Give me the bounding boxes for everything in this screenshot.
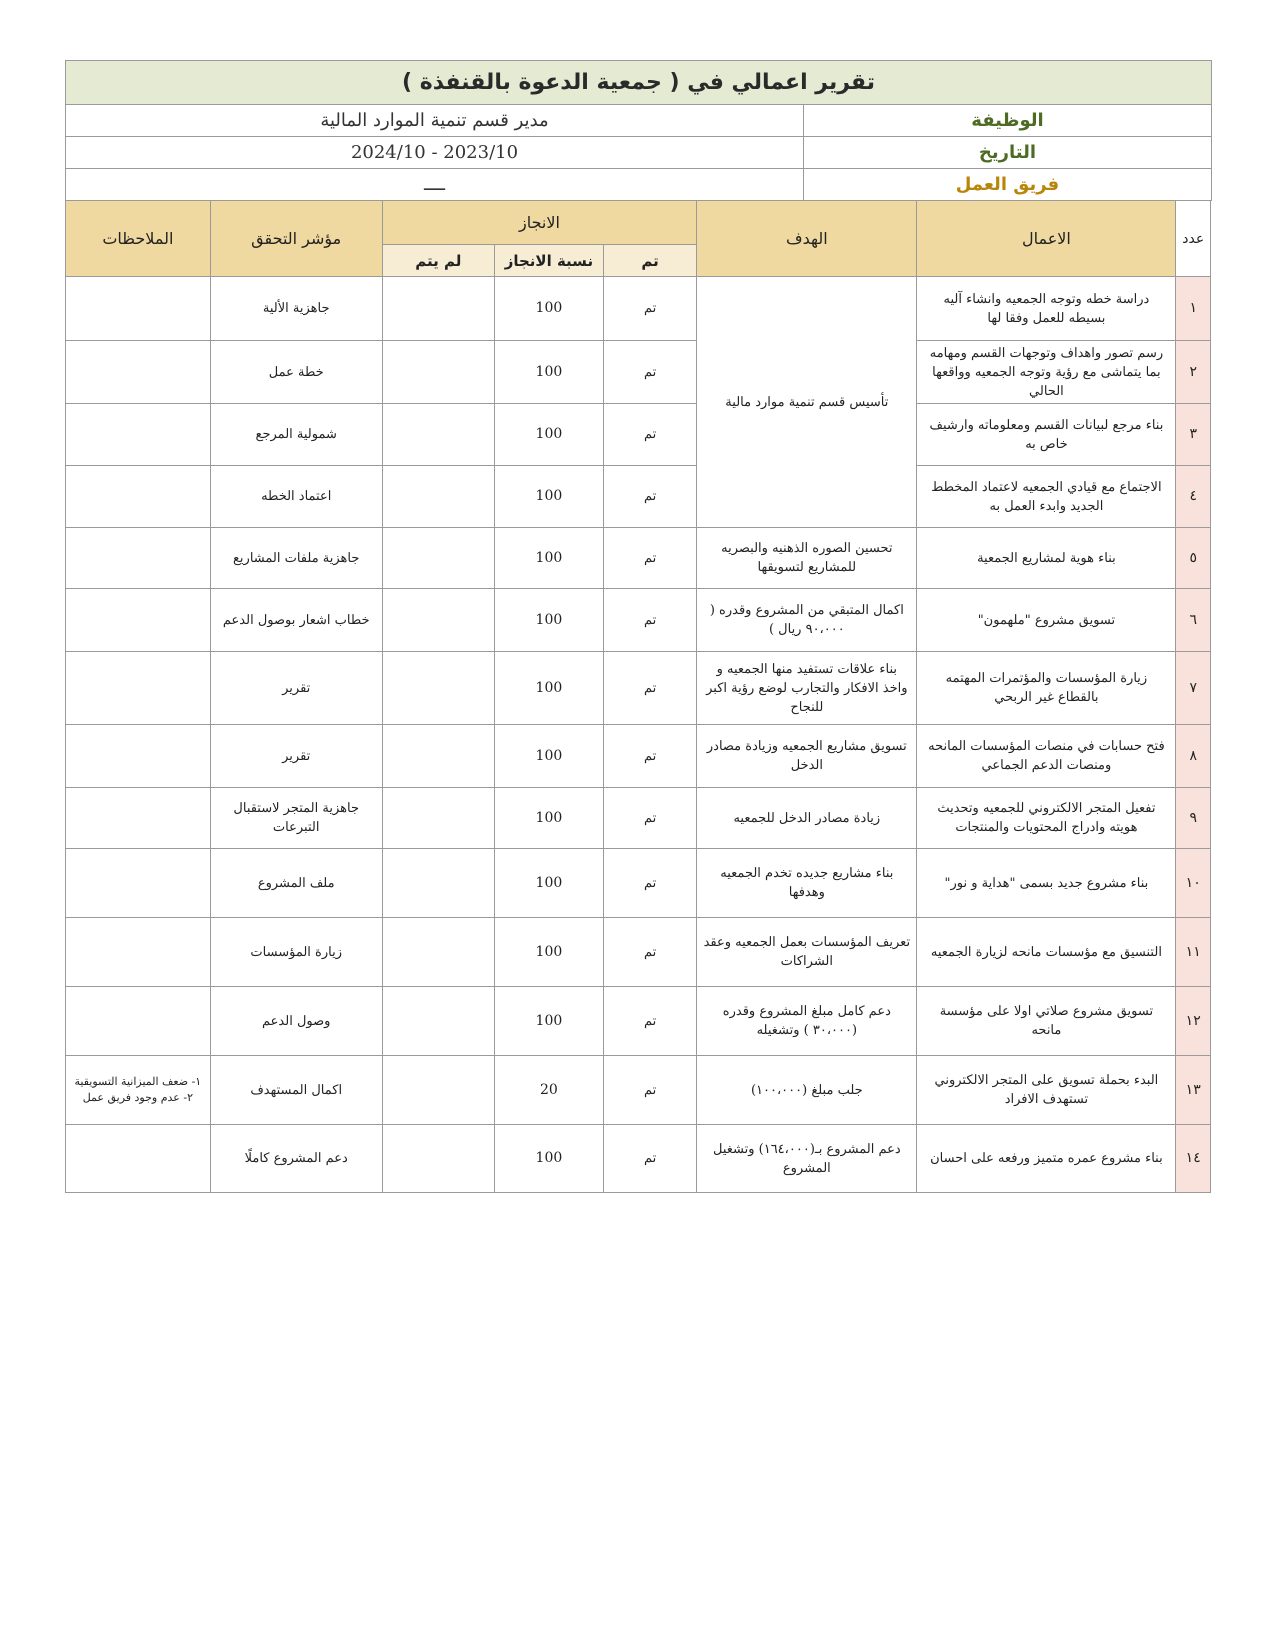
- row-indicator: زيارة المؤسسات: [210, 918, 382, 987]
- row-percent: 100: [494, 987, 603, 1056]
- row-notes: [66, 466, 211, 528]
- row-indicator: تقرير: [210, 725, 382, 788]
- row-goal: زيادة مصادر الدخل للجمعيه: [697, 788, 917, 849]
- row-notes: [66, 652, 211, 725]
- row-done: تم: [603, 725, 696, 788]
- row-index: ٤: [1176, 466, 1211, 528]
- row-percent: 100: [494, 918, 603, 987]
- row-notes: [66, 918, 211, 987]
- header-percent: نسبة الانجاز: [494, 245, 603, 277]
- row-index: ١٤: [1176, 1125, 1211, 1193]
- row-not-done: [382, 918, 494, 987]
- table-row: [66, 277, 1211, 341]
- row-task: فتح حسابات في منصات المؤسسات المانحه ومنصات الدعم الجماعي: [917, 725, 1176, 788]
- row-done: تم: [603, 849, 696, 918]
- row-done: تم: [603, 466, 696, 528]
- row-percent: 100: [494, 652, 603, 725]
- row-index: ٦: [1176, 589, 1211, 652]
- row-task: بناء مشروع عمره متميز ورفعه على احسان: [917, 1125, 1176, 1193]
- row-done: تم: [603, 987, 696, 1056]
- row-task: الاجتماع مع قيادي الجمعيه لاعتماد المخطط الجديد وابدء العمل به: [917, 466, 1176, 528]
- row-indicator: جاهزية الألية: [210, 277, 382, 341]
- row-done: تم: [603, 277, 696, 341]
- tasks-table: [65, 200, 1211, 1193]
- row-index: ١٣: [1176, 1056, 1211, 1125]
- row-not-done: [382, 277, 494, 341]
- row-goal: دعم المشروع بـ(١٦٤،٠٠٠) وتشغيل المشروع: [697, 1125, 917, 1193]
- row-goal: بناء علاقات تستفيد منها الجمعيه و واخذ الافكار والتجارب لوضع رؤية اكبر للنجاح: [697, 652, 917, 725]
- row-task: بناء هوية لمشاريع الجمعية: [917, 528, 1176, 589]
- row-done: تم: [603, 1125, 696, 1193]
- table-row: [66, 725, 1211, 788]
- row-not-done: [382, 1125, 494, 1193]
- tasks-table-body: [66, 277, 1211, 1193]
- row-done: تم: [603, 788, 696, 849]
- row-done: تم: [603, 1056, 696, 1125]
- row-notes: [66, 528, 211, 589]
- job-value: مدير قسم تنمية الموارد المالية: [66, 105, 804, 137]
- row-done: تم: [603, 404, 696, 466]
- team-value: ــــ: [66, 169, 804, 201]
- info-row-team: [66, 169, 1212, 201]
- row-index: ٣: [1176, 404, 1211, 466]
- table-row: [66, 1056, 1211, 1125]
- row-indicator: خطة عمل: [210, 341, 382, 404]
- info-row-date: [66, 137, 1212, 169]
- row-done: تم: [603, 589, 696, 652]
- row-done: تم: [603, 528, 696, 589]
- row-percent: 100: [494, 1125, 603, 1193]
- row-not-done: [382, 725, 494, 788]
- date-label: التاريخ: [804, 137, 1212, 169]
- row-percent: 100: [494, 528, 603, 589]
- info-row-job: [66, 105, 1212, 137]
- header-notes: الملاحظات: [66, 201, 211, 277]
- row-done: تم: [603, 652, 696, 725]
- row-percent: 100: [494, 404, 603, 466]
- row-index: ٧: [1176, 652, 1211, 725]
- report-header-table: [65, 60, 1212, 201]
- row-index: ٨: [1176, 725, 1211, 788]
- row-task: زيارة المؤسسات والمؤتمرات المهتمه بالقطاع غير الربحي: [917, 652, 1176, 725]
- report-title: تقرير اعمالي في ( جمعية الدعوة بالقنفذة ): [66, 61, 1212, 105]
- row-index: ٢: [1176, 341, 1211, 404]
- row-not-done: [382, 987, 494, 1056]
- row-task: تسويق مشروع صلاتي اولا على مؤسسة مانحه: [917, 987, 1176, 1056]
- row-goal: اكمال المتبقي من المشروع وقدره ( ٩٠،٠٠٠ ريال ): [697, 589, 917, 652]
- row-percent: 100: [494, 466, 603, 528]
- row-notes: [66, 849, 211, 918]
- row-indicator: شمولية المرجع: [210, 404, 382, 466]
- table-row: [66, 589, 1211, 652]
- team-label: فريق العمل: [804, 169, 1212, 201]
- row-indicator: دعم المشروع كاملًا: [210, 1125, 382, 1193]
- table-row: [66, 788, 1211, 849]
- row-notes: [66, 589, 211, 652]
- row-percent: 100: [494, 788, 603, 849]
- row-index: ١: [1176, 277, 1211, 341]
- row-index: ٥: [1176, 528, 1211, 589]
- row-task: التنسيق مع مؤسسات مانحه لزيارة الجمعيه: [917, 918, 1176, 987]
- row-index: ١٢: [1176, 987, 1211, 1056]
- row-task: تفعيل المتجر الالكتروني للجمعيه وتحديث هويته وادراج المحتويات والمنتجات: [917, 788, 1176, 849]
- table-row: [66, 404, 1211, 466]
- date-value: 2023/10 - 2024/10: [66, 137, 804, 169]
- row-goal: تسويق مشاريع الجمعيه وزيادة مصادر الدخل: [697, 725, 917, 788]
- row-percent: 100: [494, 725, 603, 788]
- table-row: [66, 987, 1211, 1056]
- row-task: دراسة خطه وتوجه الجمعيه وانشاء آليه بسيطه للعمل وفقا لها: [917, 277, 1176, 341]
- table-row: [66, 849, 1211, 918]
- table-row: [66, 341, 1211, 404]
- row-notes: [66, 725, 211, 788]
- row-percent: 100: [494, 849, 603, 918]
- header-not-done: لم يتم: [382, 245, 494, 277]
- row-not-done: [382, 466, 494, 528]
- row-notes: [66, 404, 211, 466]
- header-achievement: الانجاز: [382, 201, 697, 245]
- row-done: تم: [603, 341, 696, 404]
- row-not-done: [382, 1056, 494, 1125]
- row-goal: جلب مبلغ (١٠٠،٠٠٠): [697, 1056, 917, 1125]
- row-task: رسم تصور واهداف وتوجهات القسم ومهامه بما يتماشى مع رؤية وتوجه الجمعيه وواقعها الحالي: [917, 341, 1176, 404]
- row-indicator: تقرير: [210, 652, 382, 725]
- row-indicator: اكمال المستهدف: [210, 1056, 382, 1125]
- row-task: بناء مشروع جديد بسمى "هداية و نور": [917, 849, 1176, 918]
- row-notes: [66, 987, 211, 1056]
- row-not-done: [382, 589, 494, 652]
- row-percent: 100: [494, 589, 603, 652]
- row-notes: [66, 1125, 211, 1193]
- row-indicator: جاهزية ملفات المشاريع: [210, 528, 382, 589]
- row-not-done: [382, 652, 494, 725]
- table-row: [66, 918, 1211, 987]
- row-goal: تحسين الصوره الذهنيه والبصريه للمشاريع لتسويقها: [697, 528, 917, 589]
- report-page: [65, 60, 1211, 1193]
- row-indicator: ملف المشروع: [210, 849, 382, 918]
- table-row: [66, 652, 1211, 725]
- table-row: [66, 528, 1211, 589]
- row-not-done: [382, 404, 494, 466]
- row-indicator: وصول الدعم: [210, 987, 382, 1056]
- row-percent: 20: [494, 1056, 603, 1125]
- row-index: ٩: [1176, 788, 1211, 849]
- row-percent: 100: [494, 341, 603, 404]
- row-goal: دعم كامل مبلغ المشروع وقدره (٣٠،٠٠٠ ) وتشغيله: [697, 987, 917, 1056]
- header-done: تم: [603, 245, 696, 277]
- row-not-done: [382, 849, 494, 918]
- row-indicator: خطاب اشعار بوصول الدعم: [210, 589, 382, 652]
- row-not-done: [382, 528, 494, 589]
- table-row: [66, 466, 1211, 528]
- row-notes: [66, 341, 211, 404]
- job-label: الوظيفة: [804, 105, 1212, 137]
- row-task: تسويق مشروع "ملهمون": [917, 589, 1176, 652]
- header-index: عدد: [1176, 201, 1211, 277]
- row-task: بناء مرجع لبيانات القسم ومعلوماته وارشيف خاص به: [917, 404, 1176, 466]
- row-notes: [66, 788, 211, 849]
- row-indicator: جاهزية المتجر لاستقبال التبرعات: [210, 788, 382, 849]
- header-task: الاعمال: [917, 201, 1176, 277]
- row-notes: ١- ضعف الميزانية التسويقية ٢- عدم وجود فريق عمل: [66, 1056, 211, 1125]
- row-indicator: اعتماد الخطه: [210, 466, 382, 528]
- row-not-done: [382, 341, 494, 404]
- row-goal: بناء مشاريع جديده تخدم الجمعيه وهدفها: [697, 849, 917, 918]
- header-goal: الهدف: [697, 201, 917, 277]
- row-index: ١٠: [1176, 849, 1211, 918]
- header-indicator: مؤشر التحقق: [210, 201, 382, 277]
- row-notes: [66, 277, 211, 341]
- row-index: ١١: [1176, 918, 1211, 987]
- row-done: تم: [603, 918, 696, 987]
- row-goal: تعريف المؤسسات بعمل الجمعيه وعقد الشراكات: [697, 918, 917, 987]
- row-percent: 100: [494, 277, 603, 341]
- row-task: البدء بحملة تسويق على المتجر الالكتروني تستهدف الافراد: [917, 1056, 1176, 1125]
- table-row: [66, 1125, 1211, 1193]
- merged-goal-cell: تأسيس قسم تنمية موارد مالية: [697, 277, 917, 528]
- row-not-done: [382, 788, 494, 849]
